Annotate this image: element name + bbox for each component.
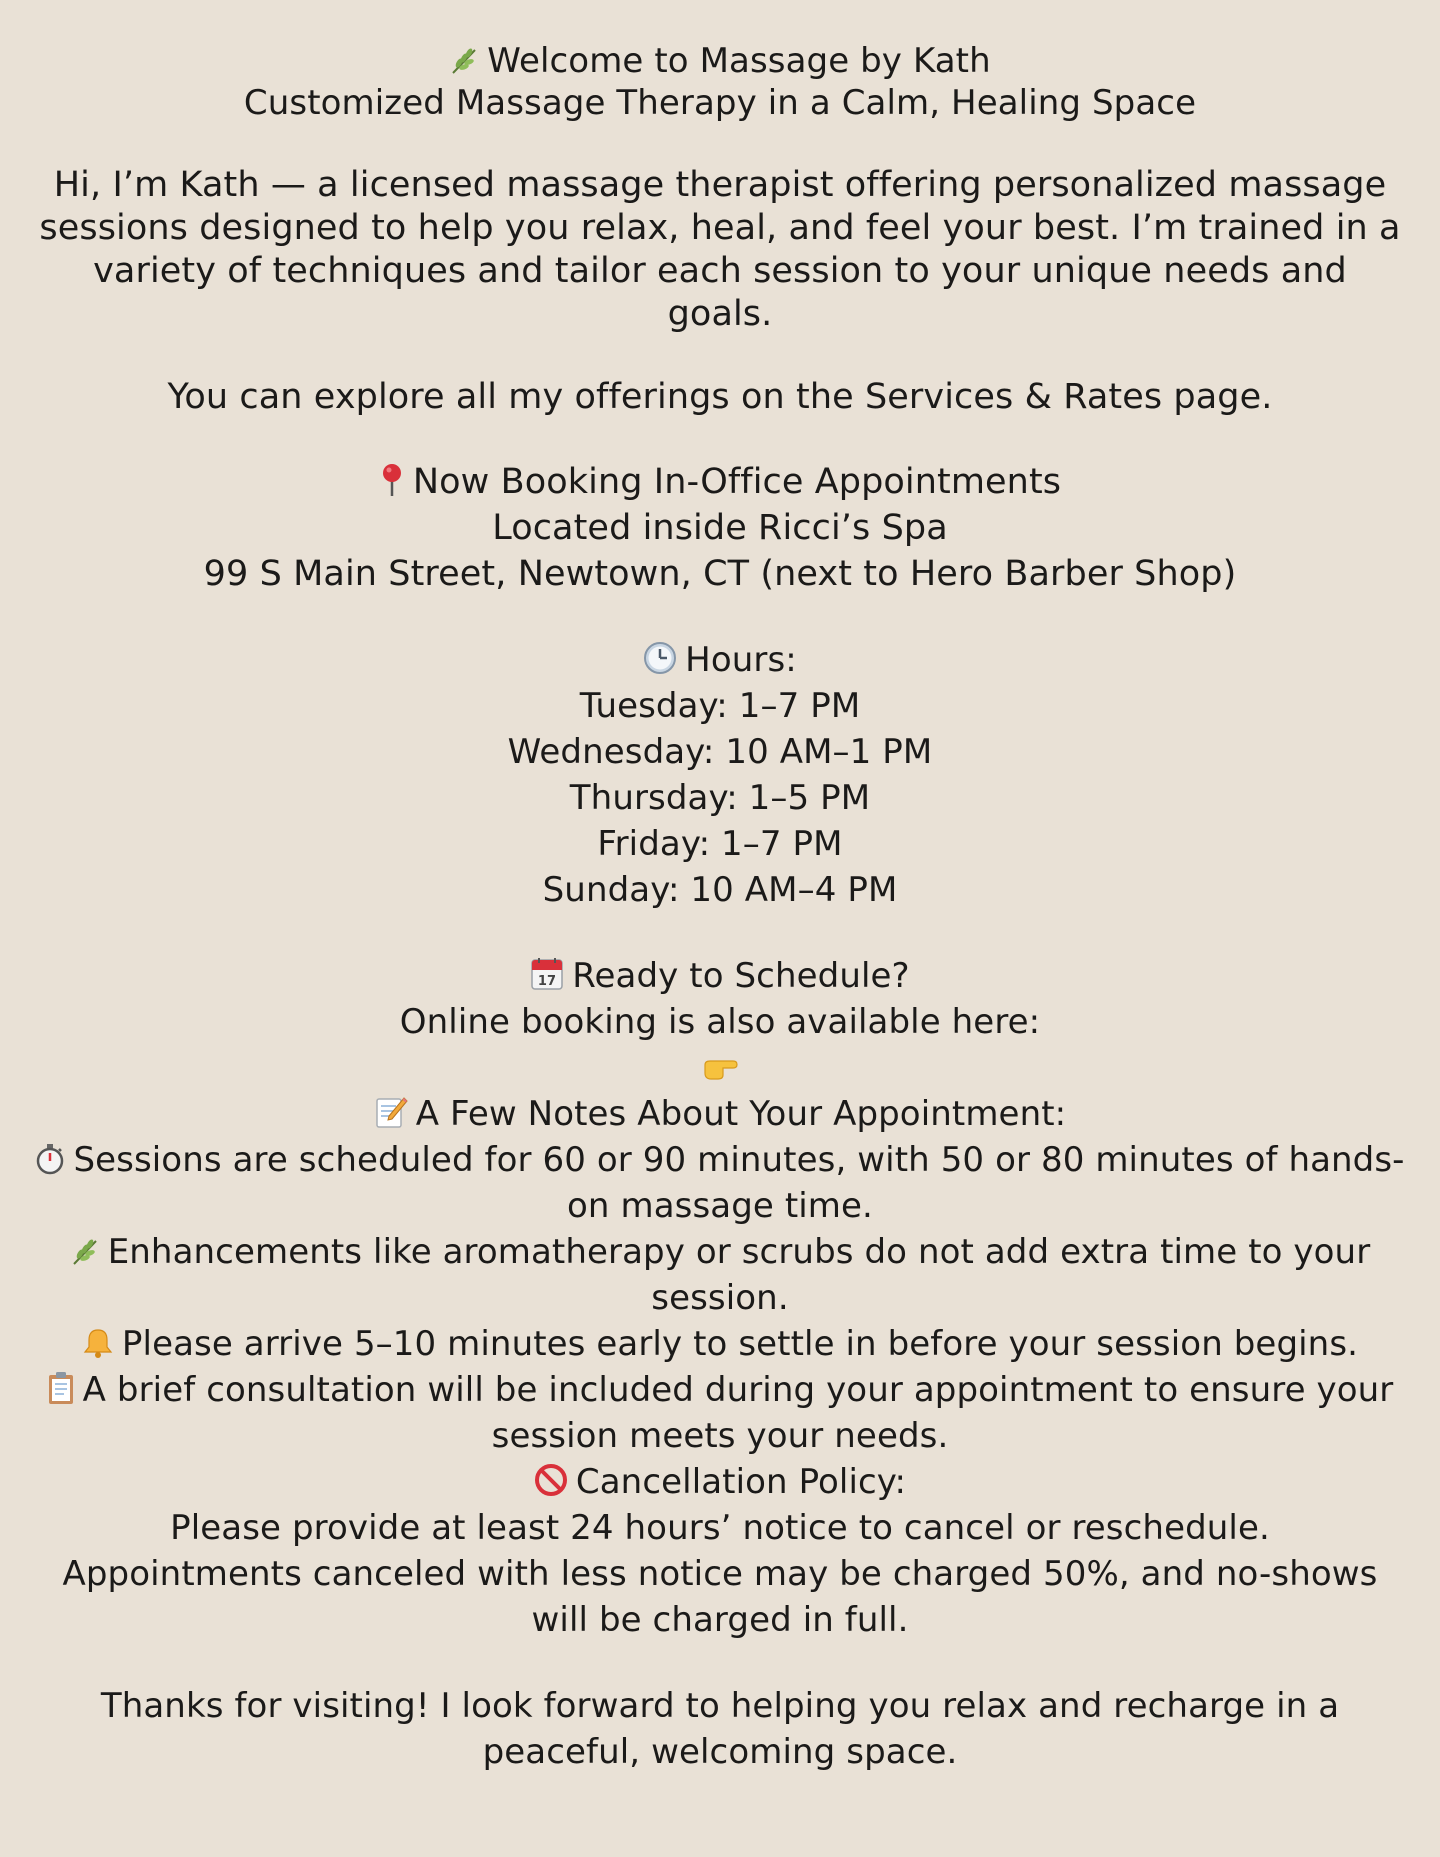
hours-tuesday: Tuesday: 1–7 PM <box>579 686 861 726</box>
spa-address: 99 S Main Street, Newtown, CT (next to Hero Barber Shop) <box>203 554 1237 594</box>
calendar-icon <box>530 957 564 991</box>
note-enhancements-line <box>30 1229 1410 1321</box>
pointing-hand-icon[interactable] <box>701 1057 739 1083</box>
hours-heading: Hours: <box>685 640 797 680</box>
hours-sunday: Sunday: 10 AM–4 PM <box>542 870 898 910</box>
notes-heading-line <box>30 1091 1410 1137</box>
closing-message: Thanks for visiting! I look forward to helping you relax and recharge in a peaceful, welcoming space. <box>100 1686 1340 1772</box>
herb-icon <box>449 46 479 76</box>
welcome-title: Welcome to Massage by Kath <box>487 41 991 81</box>
hours-heading-line <box>30 637 1410 683</box>
hours-wednesday: Wednesday: 10 AM–1 PM <box>507 732 933 772</box>
cancellation-notice: Please provide at least 24 hours’ notice to cancel or reschedule. <box>170 1508 1270 1548</box>
services-rates-text: You can explore all my offerings on the Services & Rates page. <box>167 377 1273 417</box>
stopwatch-icon <box>35 1143 65 1175</box>
schedule-heading: Ready to Schedule? <box>572 956 910 996</box>
hours-thursday: Thursday: 1–5 PM <box>569 778 871 818</box>
note-consultation: A brief consultation will be included during your appointment to ensure your session meets your needs. <box>82 1370 1394 1456</box>
intro-paragraph: Hi, I’m Kath — a licensed massage therapist offering personalized massage sessions designed to help you relax, heal, and feel your best. I’m trained in a variety of techniques and tailor each session to your unique needs and goals. <box>39 165 1401 334</box>
schedule-heading-line <box>30 953 1410 999</box>
cancellation-heading-line <box>30 1459 1410 1505</box>
notes-heading: A Few Notes About Your Appointment: <box>415 1094 1067 1134</box>
prohibited-icon <box>534 1463 568 1497</box>
round-pushpin-icon <box>379 463 405 497</box>
online-booking-text: Online booking is also available here: <box>399 1002 1041 1042</box>
hours-friday: Friday: 1–7 PM <box>597 824 843 864</box>
note-enhancements: Enhancements like aromatherapy or scrubs do not add extra time to your session. <box>107 1232 1371 1318</box>
note-arrive: Please arrive 5–10 minutes early to settle in before your session begins. <box>121 1324 1359 1364</box>
welcome-title-line <box>30 40 1410 82</box>
note-sessions: Sessions are scheduled for 60 or 90 minutes, with 50 or 80 minutes of hands-on massage time. <box>73 1140 1405 1226</box>
cancellation-heading: Cancellation Policy: <box>575 1462 907 1502</box>
cancellation-charges: Appointments canceled with less notice may be charged 50%, and no-shows will be charged in full. <box>62 1554 1378 1640</box>
booking-heading-line <box>30 459 1410 505</box>
memo-icon <box>374 1095 408 1129</box>
svg-text:17: 17 <box>538 974 557 989</box>
booking-link-line[interactable] <box>30 1045 1410 1091</box>
booking-heading: Now Booking In-Office Appointments <box>412 462 1062 502</box>
note-sessions-line <box>30 1137 1410 1229</box>
welcome-subtitle: Customized Massage Therapy in a Calm, Healing Space <box>243 83 1197 123</box>
spa-location: Located inside Ricci’s Spa <box>492 508 948 548</box>
clipboard-icon <box>47 1371 75 1405</box>
herb-icon <box>70 1237 100 1267</box>
bell-icon <box>82 1327 114 1359</box>
note-consultation-line <box>30 1367 1410 1459</box>
clock-icon <box>643 641 677 675</box>
note-arrive-line <box>30 1321 1410 1367</box>
